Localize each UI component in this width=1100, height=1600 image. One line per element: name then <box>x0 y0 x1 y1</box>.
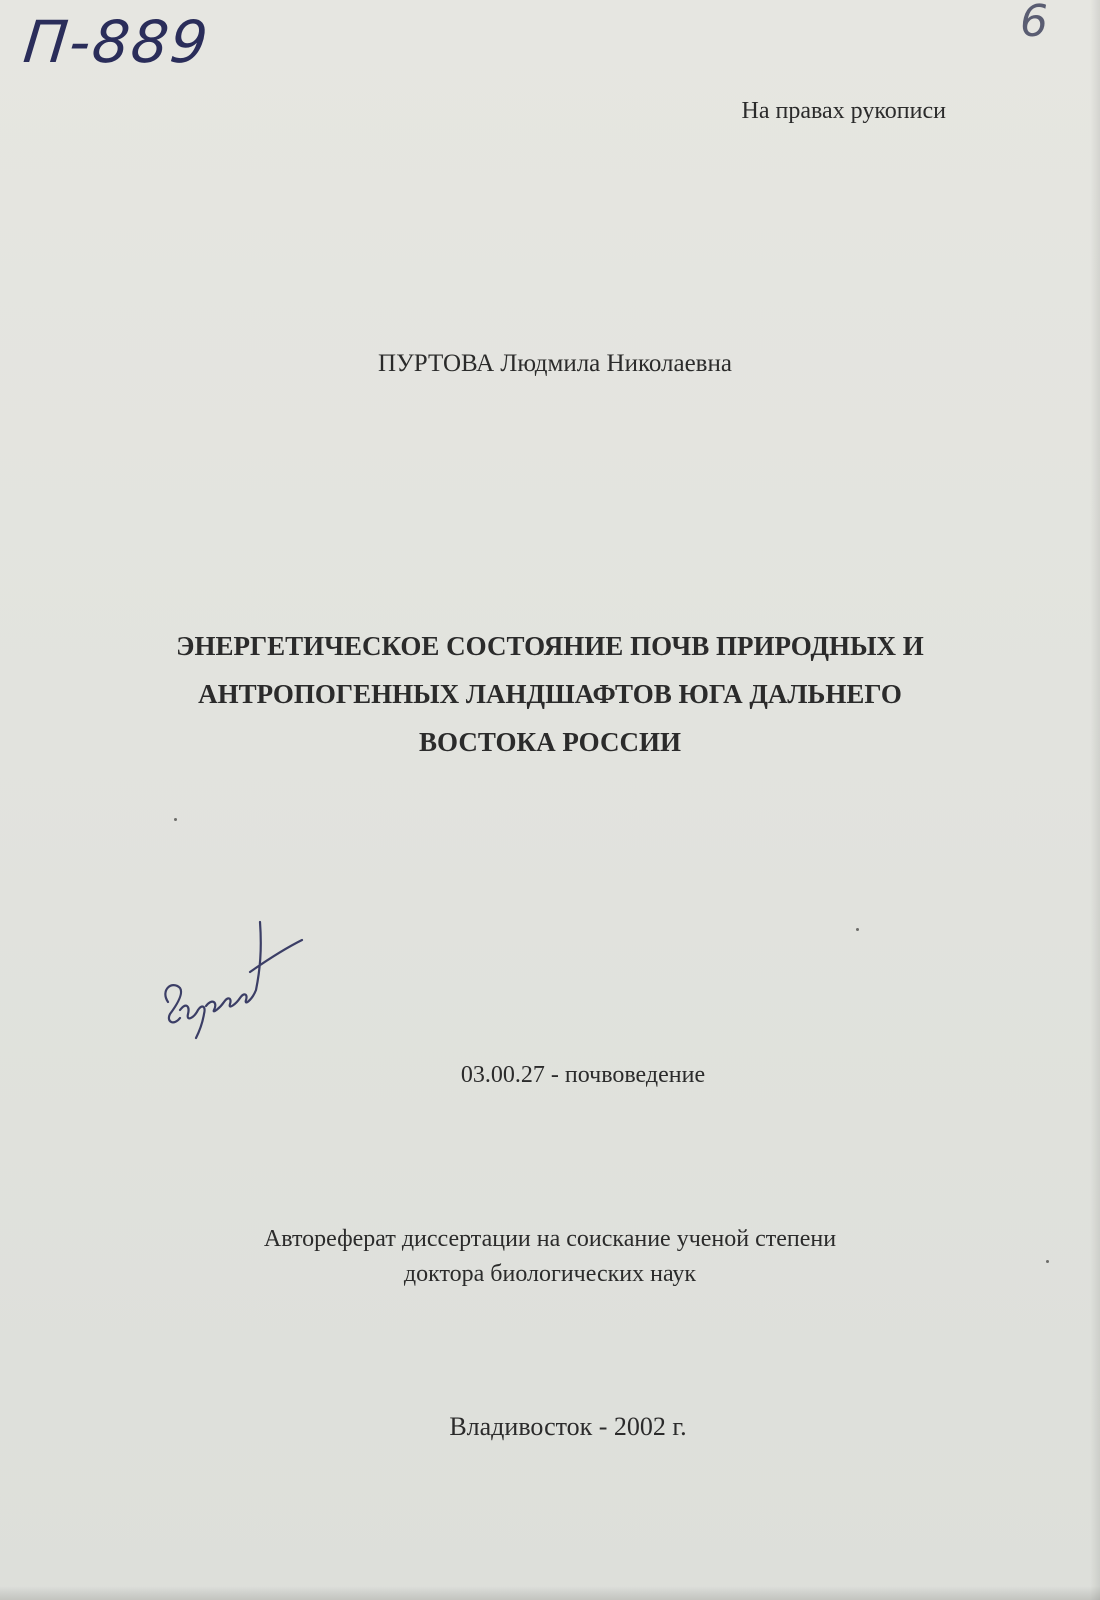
title-line: АНТРОПОГЕННЫХ ЛАНДШАФТОВ ЮГА ДАЛЬНЕГО <box>198 679 902 709</box>
degree-line: доктора биологических наук <box>403 1261 697 1287</box>
degree-statement <box>0 1222 1100 1292</box>
handwritten-call-number: П-889 <box>20 8 213 76</box>
paper-speck <box>1046 1260 1049 1263</box>
handwritten-corner-mark: 6 <box>1020 0 1048 47</box>
page-edge-shadow <box>1090 0 1100 1600</box>
document-title <box>120 622 980 766</box>
title-line: ЭНЕРГЕТИЧЕСКОЕ СОСТОЯНИЕ ПОЧВ ПРИРОДНЫХ И <box>176 631 924 661</box>
title-line: ВОСТОКА РОССИИ <box>419 727 681 757</box>
paper-speck <box>174 818 177 821</box>
degree-line: Автореферат диссертации на соискание ученой степени <box>263 1226 837 1252</box>
author-name: ПУРТОВА Людмила Николаевна <box>378 350 732 377</box>
rights-notice: На правах рукописи <box>741 98 946 124</box>
author-signature <box>150 910 310 1050</box>
specialty-code: 03.00.27 - почвоведение <box>460 1062 706 1088</box>
paper-speck <box>856 928 859 931</box>
page-bottom-shadow <box>0 1586 1100 1600</box>
city-year: Владивосток - 2002 г. <box>449 1412 687 1441</box>
